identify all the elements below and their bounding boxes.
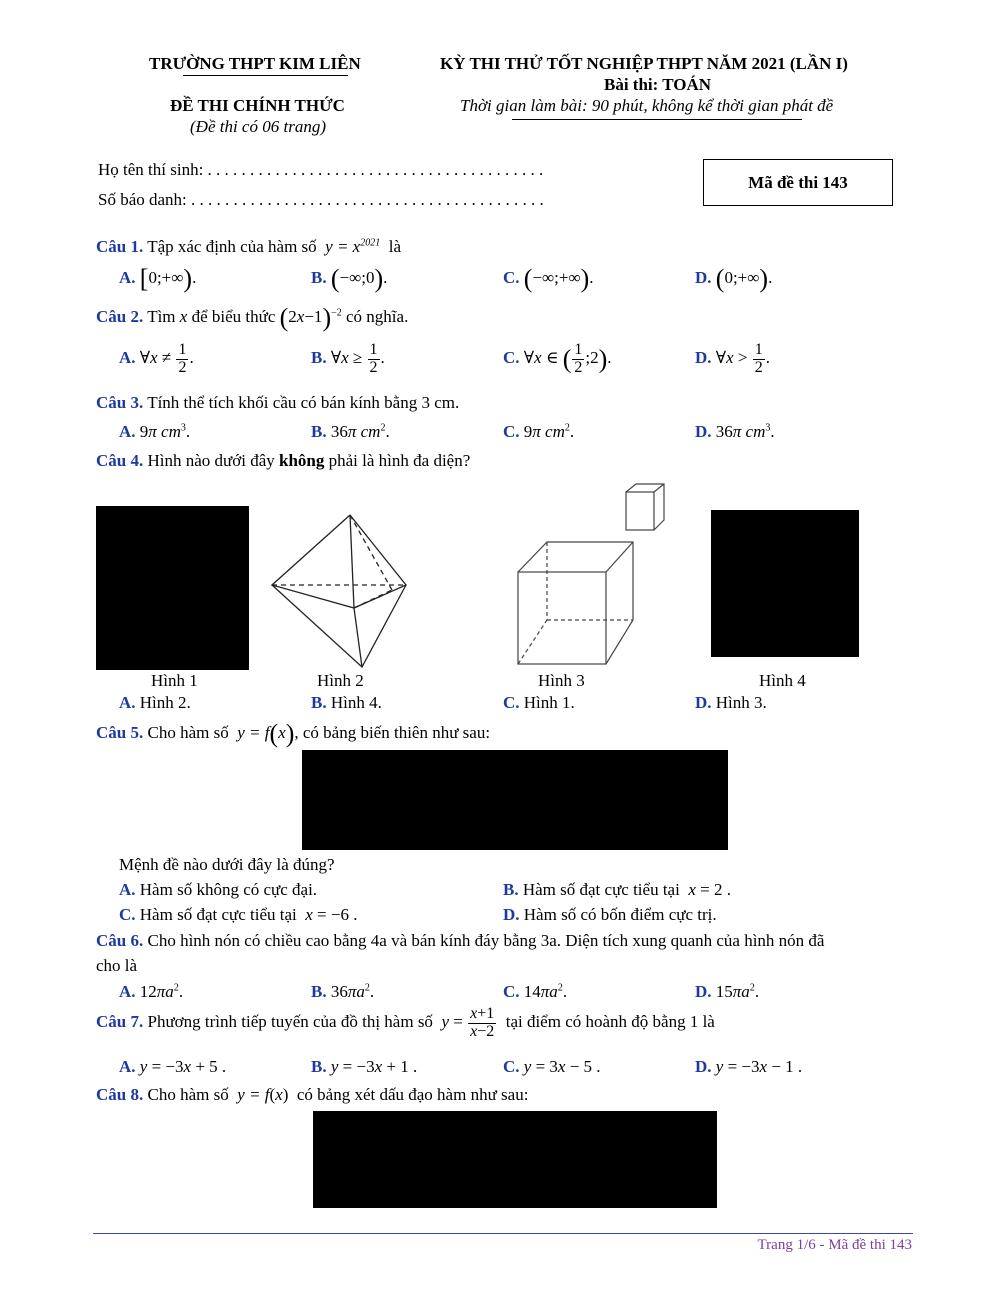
time-note: Thời gian làm bài: 90 phút, không kể thời gian phát đề xyxy=(460,96,834,115)
candidate-name-field: Họ tên thí sinh: . . . . . . . . . . . . . . . . . . . . . . . . . . . . . . . . . . . . . . . . xyxy=(98,160,544,179)
question-1: Câu 1. Tập xác định của hàm số $y = x^{2021}$ là xyxy=(96,237,401,256)
exam-code: Mã đề thi 143 xyxy=(748,172,848,192)
q5-option-d[interactable]: D. Hàm số có bốn điểm cực trị. xyxy=(503,905,717,924)
official-label: ĐỀ THI CHÍNH THỨC xyxy=(170,96,345,115)
variation-table-image xyxy=(302,750,728,850)
q5-option-c[interactable]: C. Hàm số đạt cực tiểu tại x = −6 . xyxy=(119,905,358,924)
candidate-id-field: Số báo danh: . . . . . . . . . . . . . . . . . . . . . . . . . . . . . . . . . . . . . . . . . . xyxy=(98,190,544,209)
question-5: Câu 5. Cho hàm số y = f(x), có bảng biến thiên như sau: xyxy=(96,719,491,748)
exam-title: KỲ THI THỬ TỐT NGHIỆP THPT NĂM 2021 (LẦN I) xyxy=(440,54,848,73)
question-4: Câu 4. Hình nào dưới đây không phải là hình đa diện? xyxy=(96,451,471,470)
q2-option-d[interactable]: D. ∀x > $\frac{1}{2}$ . xyxy=(695,341,770,376)
figure-2-image xyxy=(262,505,467,670)
q2-option-b[interactable]: B. ∀x ≥ $\frac{1}{2}$ . xyxy=(311,341,385,376)
q5-option-a[interactable]: A. Hàm số không có cực đại. xyxy=(119,880,318,899)
q7-option-c[interactable]: C. y = 3x − 5 . xyxy=(503,1057,601,1076)
q3-option-a[interactable]: A. 9π $cm^3$. xyxy=(119,422,191,441)
figure-4-caption: Hình 4 xyxy=(759,671,806,690)
figure-1-image xyxy=(96,506,249,670)
question-2: Câu 2. Tìm x để biểu thức $(2x-1)^{-2}$ có nghĩa. xyxy=(96,303,409,332)
q2-option-c[interactable]: C. ∀x ∈ ( $\frac{1}{2}$ ;2). xyxy=(503,341,612,376)
question-8: Câu 8. Cho hàm số y = f(x) có bảng xét dấu đạo hàm như sau: xyxy=(96,1085,529,1104)
school-name: TRƯỜNG THPT KIM LIÊN xyxy=(149,54,361,73)
q4-option-d[interactable]: D. Hình 3. xyxy=(695,693,767,712)
q4-option-b[interactable]: B. Hình 4. xyxy=(311,693,382,712)
footer-divider xyxy=(93,1233,913,1234)
q1-option-a[interactable]: A. [0;+∞). xyxy=(119,264,197,293)
figure-3-image xyxy=(510,480,675,672)
time-underline xyxy=(512,119,802,120)
question-7: Câu 7. Phương trình tiếp tuyến của đồ thị hàm số y = $\frac{x+1}{x-2}$ tại điểm có hoành độ bằng 1 là xyxy=(96,1005,715,1040)
q6-option-b[interactable]: B. $36\pi a^2$. xyxy=(311,982,375,1001)
page-footer: Trang 1/6 - Mã đề thi 143 xyxy=(757,1237,912,1253)
q6-option-c[interactable]: C. $14\pi a^2$. xyxy=(503,982,568,1001)
figure-4-image xyxy=(711,510,859,657)
q7-option-d[interactable]: D. y = −3x − 1 . xyxy=(695,1057,803,1076)
q1-option-c[interactable]: C. (−∞;+∞). xyxy=(503,264,594,293)
q7-option-b[interactable]: B. y = −3x + 1 . xyxy=(311,1057,418,1076)
q5-prompt: Mệnh đề nào dưới đây là đúng? xyxy=(119,855,335,874)
q1-option-b[interactable]: B. (−∞;0). xyxy=(311,264,388,293)
q4-option-c[interactable]: C. Hình 1. xyxy=(503,693,575,712)
q4-option-a[interactable]: A. Hình 2. xyxy=(119,693,191,712)
pages-note: (Đề thi có 06 trang) xyxy=(190,117,326,136)
q6-option-a[interactable]: A. $12\pi a^2$. xyxy=(119,982,184,1001)
figure-2-caption: Hình 2 xyxy=(317,671,364,690)
subject: Bài thi: TOÁN xyxy=(604,75,712,94)
exam-code-box xyxy=(703,159,893,206)
q1-option-d[interactable]: D. (0;+∞). xyxy=(695,264,773,293)
figure-1-caption: Hình 1 xyxy=(151,671,198,690)
q6-option-d[interactable]: D. $15\pi a^2$. xyxy=(695,982,760,1001)
q2-option-a[interactable]: A. ∀x ≠ $\frac{1}{2}$ . xyxy=(119,341,194,376)
question-6-cont: cho là xyxy=(96,956,138,975)
q3-option-b[interactable]: B. 36π $cm^2$. xyxy=(311,422,390,441)
school-underline xyxy=(183,75,348,76)
question-3: Câu 3. Tính thể tích khối cầu có bán kính bằng 3 cm. xyxy=(96,393,460,412)
q3-option-d[interactable]: D. 36π $cm^3$. xyxy=(695,422,775,441)
q3-option-c[interactable]: C. 9π $cm^2$. xyxy=(503,422,575,441)
sign-table-image xyxy=(313,1111,717,1208)
figure-3-caption: Hình 3 xyxy=(538,671,585,690)
q5-option-b[interactable]: B. Hàm số đạt cực tiểu tại x = 2 . xyxy=(503,880,731,899)
q7-option-a[interactable]: A. y = −3x + 5 . xyxy=(119,1057,227,1076)
question-6: Câu 6. Cho hình nón có chiều cao bằng 4a và bán kính đáy bằng 3a. Diện tích xung quanh của hình nón đã xyxy=(96,931,825,950)
